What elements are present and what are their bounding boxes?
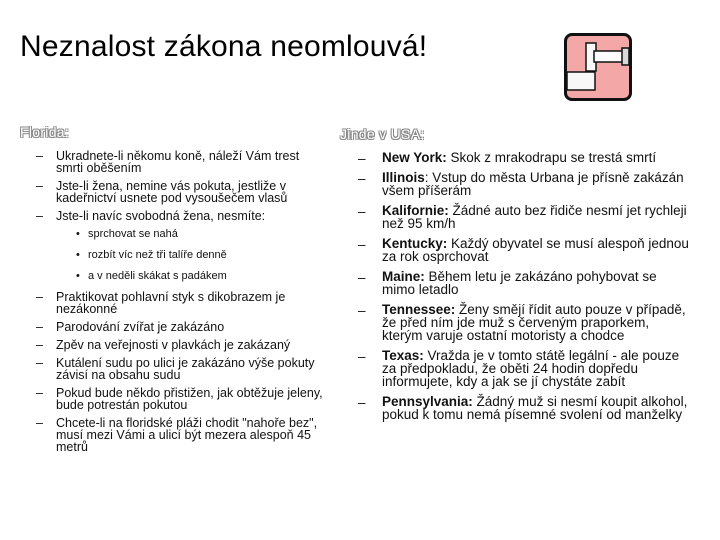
list-item: – Illinois: Vstup do města Urbana je přísně zakázán všem příšerám: [358, 170, 684, 198]
list-item: – Tennessee: Ženy smějí řídit auto pouze v případě, že před ním jde muž s červeným praporkem, kterým varuje ostatní motoristy a chodce: [358, 302, 686, 343]
sub-list-item: • a v neděli skákat s padákem: [76, 270, 227, 282]
list-item: – Praktikovat pohlavní styk s dikobrazem je nezákonné: [36, 290, 286, 316]
list-item: – New York: Skok z mrakodrapu se trestá smrtí: [358, 150, 657, 166]
list-item: – Pokud bude někdo přistižen, jak obtěžuje jeleny, bude potrestán pokutou: [36, 386, 323, 412]
list-item: – Jste-li žena, nemine vás pokuta, jestliže v kadeřnictví usnete pod vysoušečem vlasů: [36, 179, 288, 205]
list-item: – Pennsylvania: Žádný muž si nesmí koupit alkohol, pokud k tomu nemá písemné svolení od manželky: [358, 394, 688, 422]
list-item: – Zpěv na veřejnosti v plavkách je zakázaný: [36, 338, 291, 352]
list-item: – Chcete-li na floridské pláži chodit "nahoře bez", musí mezi Vámi a ulicí být mezera alespoň 45 metrů: [36, 416, 318, 454]
list-item: – Kutálení sudu po ulici je zakázáno výše pokuty závisí na obsahu sudu: [36, 356, 315, 382]
sub-list-item: • sprchovat se nahá: [76, 228, 178, 240]
usa-heading: Jinde v USA:: [340, 126, 425, 142]
florida-list: [36, 150, 328, 459]
list-item: – Kentucky: Každý obyvatel se musí alespoň jednou za rok osprchovat: [358, 236, 689, 264]
gavel-icon: [564, 33, 632, 101]
page-title: Neznalost zákona neomlouvá!: [20, 30, 428, 63]
list-item: – Kalifornie: Žádné auto bez řidiče nesmí jet rychleji než 95 km/h: [358, 203, 687, 231]
list-item: – Texas: Vražda je v tomto státě legální - ale pouze za předpokladu, že oběti 24 hodin dopředu informujete, kdy a jak se jí chystáte zabít: [358, 348, 680, 389]
usa-list: [358, 151, 690, 428]
florida-heading: Florida:: [20, 124, 70, 140]
list-item: – Ukradnete-li někomu koně, náleží Vám trest smrti oběšením: [36, 149, 300, 175]
list-item: – Parodování zvířat je zakázáno: [36, 320, 225, 334]
sub-list-item: • rozbít víc než tři talíře denně: [76, 249, 227, 261]
list-item: – Jste-li navíc svobodná žena, nesmíte: • sprchovat se nahá • rozbít víc než tři talíře denně • a v neděli skákat s padákem: [36, 210, 328, 282]
florida-sublist: [56, 228, 328, 282]
list-item: – Maine: Během letu je zakázáno pohybovat se mimo letadlo: [358, 269, 657, 297]
